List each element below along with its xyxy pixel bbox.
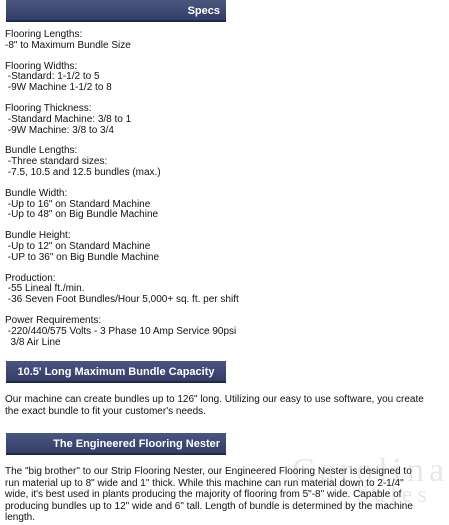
- watermark-line-1: Carolina: [292, 452, 449, 489]
- spec-line: -Up to 48" on Big Bundle Machine: [5, 209, 159, 221]
- spec-line: -Standard Machine: 3/8 to 1: [5, 113, 132, 125]
- spec-line: -220/440/575 Volts - 3 Phase 10 Amp Service 90psi: [5, 325, 237, 337]
- nester-header-title: The Engineered Flooring Nester: [53, 438, 220, 450]
- spec-line: -UP to 36" on Big Bundle Machine: [5, 251, 160, 263]
- nester-header: [6, 433, 226, 455]
- spec-group: [5, 104, 425, 136]
- spec-group: [5, 146, 425, 178]
- spec-title: Power Requirements:: [5, 314, 102, 326]
- spec-line: -9W Machine: 3/8 to 3/4: [5, 124, 114, 136]
- spec-title: Production:: [5, 272, 56, 284]
- spec-line: -55 Lineal ft./min.: [5, 283, 85, 295]
- specs-header: [6, 0, 226, 22]
- spec-title: Bundle Height:: [5, 230, 71, 242]
- spec-line: -Standard: 1-1/2 to 5: [5, 71, 100, 83]
- spec-title: Flooring Widths:: [5, 60, 78, 72]
- spec-line: 3/8 Air Line: [5, 336, 61, 348]
- spec-group: [5, 62, 425, 94]
- capacity-paragraph: Our machine can create bundles up to 126" long. Utilizing our easy to use software, you create the exact bundle to fit your customer's needs.: [5, 394, 424, 417]
- specs-header-title: Specs: [187, 5, 220, 17]
- specs-list: [5, 30, 425, 358]
- spec-title: Bundle Lengths:: [5, 145, 78, 157]
- spec-title: Flooring Lengths:: [5, 29, 83, 40]
- spec-line: -7.5, 10.5 and 12.5 bundles (max.): [5, 166, 161, 178]
- spec-line: -8" to Maximum Bundle Size: [5, 39, 131, 51]
- spec-group: [5, 189, 425, 221]
- spec-group: [5, 274, 425, 306]
- spec-line: -9W Machine 1-1/2 to 8: [5, 82, 112, 94]
- spec-group: [5, 30, 425, 52]
- spec-line: -36 Seven Foot Bundles/Hour 5,000+ sq. ft. per shift: [5, 294, 239, 306]
- nester-paragraph: The "big brother" to our Strip Flooring Nester, our Engineered Flooring Nester is designed to run material up to 8" wide and 1" thick. While this machine can run material down to 2-1/4" wide, it's best used in plants producing the majority of flooring from 5"-8" wide. Capable of producing bundles up to 12" wide and 6" tall. Length of bundle is determined by the machine length.: [5, 466, 413, 524]
- spec-group: [5, 231, 425, 263]
- spec-line: -Three standard sizes:: [5, 156, 108, 168]
- spec-line: -Up to 16" on Standard Machine: [5, 198, 151, 210]
- capacity-header: [6, 361, 226, 383]
- spec-title: Bundle Width:: [5, 187, 68, 199]
- watermark-line-2: Sales: [356, 482, 432, 508]
- capacity-header-title: 10.5' Long Maximum Bundle Capacity: [17, 366, 215, 378]
- spec-line: -Up to 12" on Standard Machine: [5, 240, 151, 252]
- spec-title: Flooring Thickness:: [5, 102, 92, 114]
- spec-group: [5, 316, 425, 348]
